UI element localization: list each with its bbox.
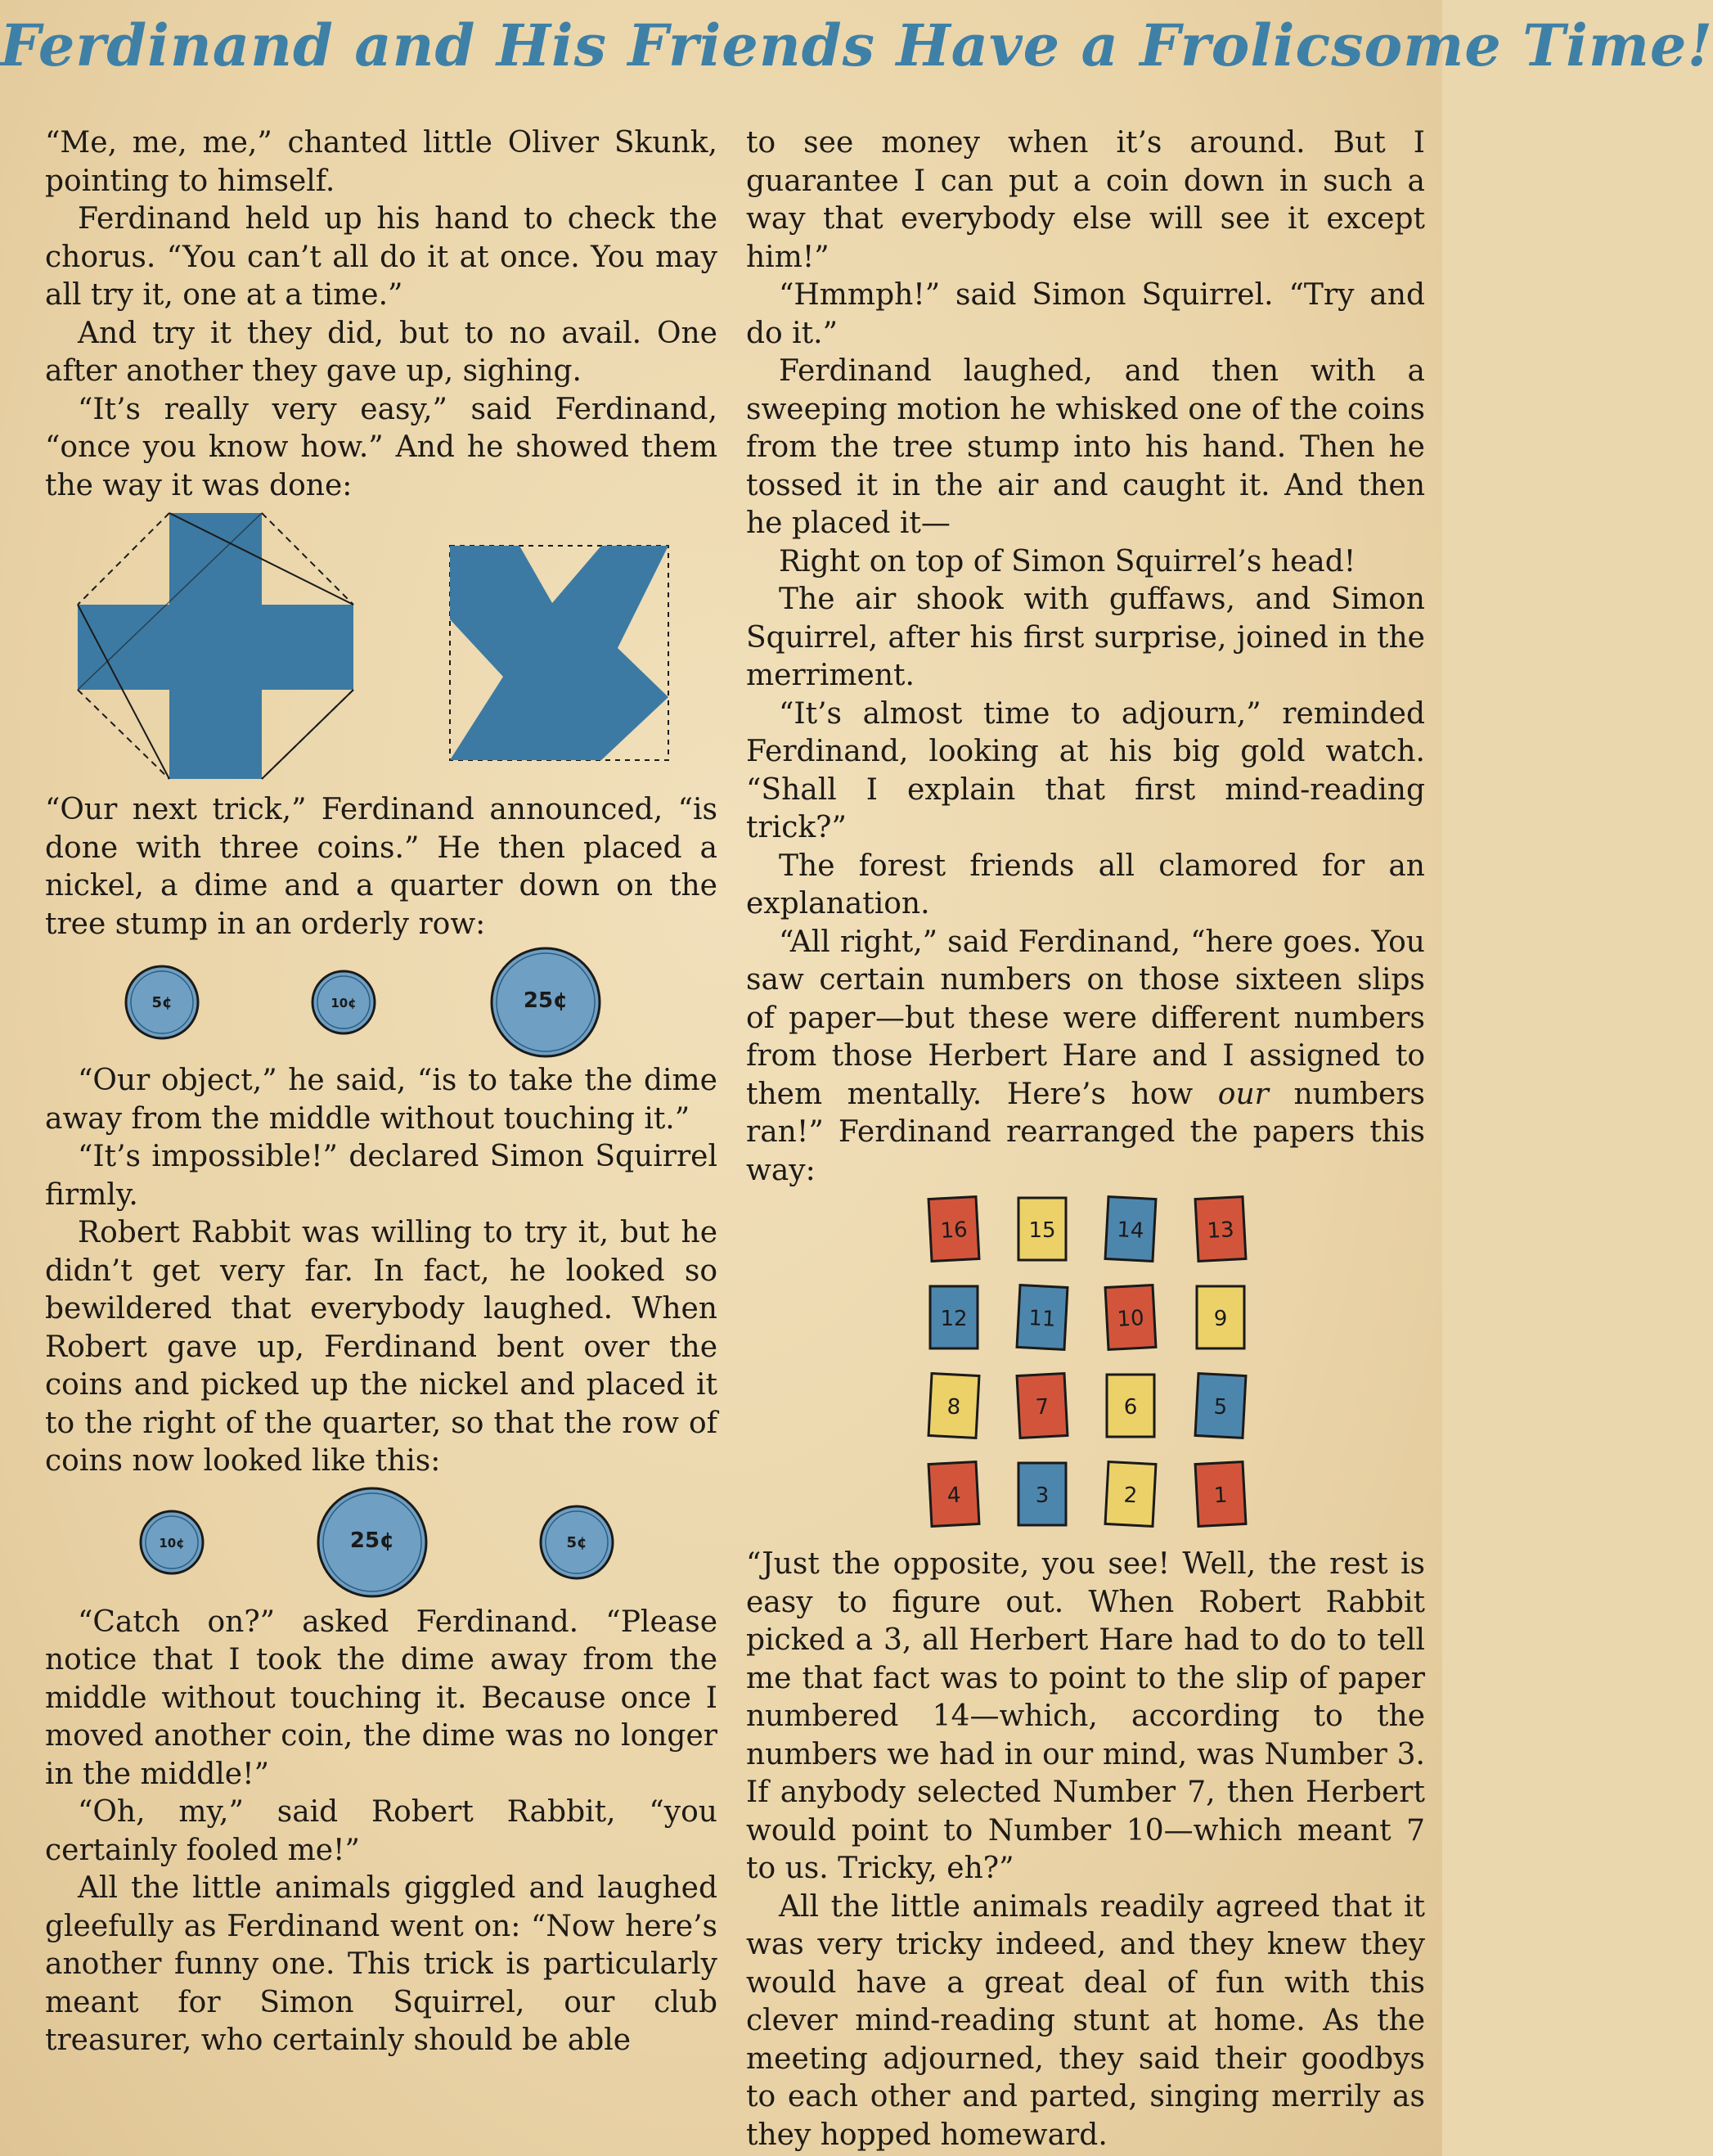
- number-slip: [1105, 1197, 1156, 1262]
- number-slip: [1197, 1286, 1244, 1348]
- slip-number: 4: [946, 1483, 962, 1509]
- number-slip: [1018, 1198, 1066, 1260]
- paragraph: “Hmmph!” said Simon Squirrel. “Try and do it.”: [746, 278, 1425, 350]
- paragraph: [746, 924, 1425, 1191]
- slip-number: 7: [1035, 1394, 1050, 1420]
- slip-number: 1: [1213, 1483, 1229, 1509]
- slip-number: 16: [939, 1218, 969, 1244]
- paragraph: “It’s almost time to adjourn,” reminded Ferdinand, looking at his big gold watch. “Shall I explain that first mind-reading trick?”: [746, 696, 1425, 844]
- number-slip: [1018, 1463, 1066, 1525]
- slip-number: 5: [1212, 1394, 1228, 1420]
- paragraph: And try it they did, but to no avail. One after another they gave up, sighing.: [45, 316, 717, 388]
- paragraph: “Just the opposite, you see! Well, the rest is easy to figure out. When Robert Rabbit picked a 3, all Herbert Hare had to do to tell me that fact was to point to the slip of paper numbered 14—which, according to the numbers we had in our mind, was Number 3. If anybody selected Number 7, then Herbert would point to Number 10—which meant 7 to us. Tricky, eh?”: [746, 1547, 1425, 1885]
- number-slip: [1195, 1462, 1246, 1527]
- paragraph: The air shook with guffaws, and Simon Squirrel, after his first surprise, joined in the merriment.: [746, 583, 1425, 692]
- coin-row-initial: [45, 943, 717, 1062]
- nickel-coin: [541, 1506, 613, 1578]
- paragraph: Right on top of Simon Squirrel’s head!: [779, 544, 1356, 578]
- paragraph: “Oh, my,” said Robert Rabbit, “you certainly fooled me!”: [45, 1795, 717, 1867]
- quarter-coin: [318, 1488, 426, 1596]
- quarter-coin: [492, 948, 600, 1056]
- page-title: Ferdinand and His Friends Have a Frolicsome Time!: [0, 11, 1713, 79]
- nickel-coin: [126, 966, 198, 1038]
- paragraph: All the little animals readily agreed that it was very tricky indeed, and they knew they would have a great deal of fun with this clever mind-reading stunt at home. As the meeting adjourned, they said their goodbys to each other and parted, singing merrily as they hopped homeward.: [746, 1889, 1425, 2152]
- dime-coin: [141, 1511, 203, 1573]
- paragraph: to see money when it’s around. But I guarantee I can put a coin down in such a way that everybody else will see it except him!”: [746, 126, 1425, 274]
- right-column: [746, 124, 1425, 2154]
- number-slip: [930, 1286, 978, 1348]
- paragraph: The forest friends all clamored for an explanation.: [746, 848, 1425, 920]
- slip-number: 13: [1206, 1218, 1235, 1244]
- number-slip: [1105, 1462, 1156, 1527]
- slip-number: 3: [1035, 1483, 1050, 1508]
- paragraph: “Our object,” he said, “is to take the dime away from the middle without touching it.”: [45, 1064, 717, 1136]
- left-column: [45, 124, 717, 2060]
- paragraph: “Me, me, me,” chanted little Oliver Skunk, pointing to himself.: [45, 126, 717, 198]
- number-slip: [1017, 1374, 1068, 1438]
- coin-label: 25¢: [349, 1528, 395, 1553]
- numbered-slips-grid: [746, 1190, 1425, 1546]
- paragraph: “Our next trick,” Ferdinand announced, “is done with three coins.” He then placed a nickel, a dime and a quarter down on the tree stump in an orderly row:: [45, 793, 717, 941]
- emphasis-word: our: [1217, 1077, 1269, 1111]
- number-slip: [1195, 1197, 1246, 1262]
- number-slip: [1017, 1285, 1068, 1350]
- paragraph: “It’s impossible!” declared Simon Squirrel firmly.: [45, 1140, 717, 1212]
- number-slip: [1105, 1285, 1156, 1350]
- coin-label: 5¢: [151, 994, 173, 1011]
- cross-shape-illustration: [78, 513, 353, 779]
- slip-number: 10: [1116, 1306, 1145, 1332]
- number-slip: [928, 1374, 979, 1438]
- text-run: “All right,” said Ferdinand, “here goes. You saw certain numbers on those sixteen slips of paper—but these were different numbers from those Herbert Hare and I assigned to them mentally. Here’s how: [746, 925, 1425, 1111]
- number-slip: [928, 1197, 979, 1262]
- coin-label: 25¢: [523, 988, 569, 1013]
- number-slip: [1107, 1375, 1154, 1437]
- slip-number: 15: [1028, 1218, 1056, 1243]
- paragraph: Ferdinand laughed, and then with a sweeping motion he whisked one of the coins from the tree stump into his hand. Then he tossed it in the air and caught it. And then he placed it—: [746, 354, 1425, 540]
- number-slip: [928, 1462, 979, 1527]
- slip-number: 11: [1027, 1306, 1057, 1332]
- number-slip: [1195, 1374, 1246, 1438]
- paragraph: All the little animals giggled and laughed gleefully as Ferdinand went on: “Now here’s another funny one. This trick is particularly meant for Simon Squirrel, our club treasurer, who certainly should be able: [45, 1871, 717, 2057]
- paragraph: Robert Rabbit was willing to try it, but he didn’t get very far. In fact, he looked so bewildered that everybody laughed. When Robert gave up, Ferdinand bent over the coins and picked up the nickel and placed it to the right of the quarter, so that the row of coins now looked like this:: [45, 1216, 717, 1478]
- coin-label: 10¢: [330, 996, 357, 1010]
- slip-number: 6: [1123, 1395, 1138, 1420]
- paragraph: “Catch on?” asked Ferdinand. “Please notice that I took the dime away from the middle without touching it. Because once I moved another coin, the dime was no longer in the middle!”: [45, 1605, 717, 1791]
- slip-number: 14: [1116, 1218, 1145, 1244]
- paragraph: Ferdinand held up his hand to check the chorus. “You can’t all do it at once. You may all try it, one at a time.”: [45, 202, 717, 312]
- paragraph: “It’s really very easy,” said Ferdinand, “once you know how.” And he showed them the way it was done:: [45, 392, 717, 502]
- paper-cut-diagram: [45, 505, 717, 791]
- slip-number: 2: [1122, 1483, 1138, 1509]
- text-run: numbers ran!” Ferdinand rearranged the papers this way:: [746, 1077, 1425, 1187]
- coin-row-rearranged: [45, 1481, 717, 1604]
- slip-number: 9: [1213, 1307, 1228, 1331]
- coin-label: 10¢: [159, 1535, 185, 1551]
- slip-number: 8: [946, 1394, 961, 1420]
- coin-label: 5¢: [566, 1533, 587, 1551]
- square-from-cross-illustration: [450, 546, 668, 760]
- dime-coin: [312, 971, 375, 1033]
- slip-number: 12: [940, 1307, 968, 1331]
